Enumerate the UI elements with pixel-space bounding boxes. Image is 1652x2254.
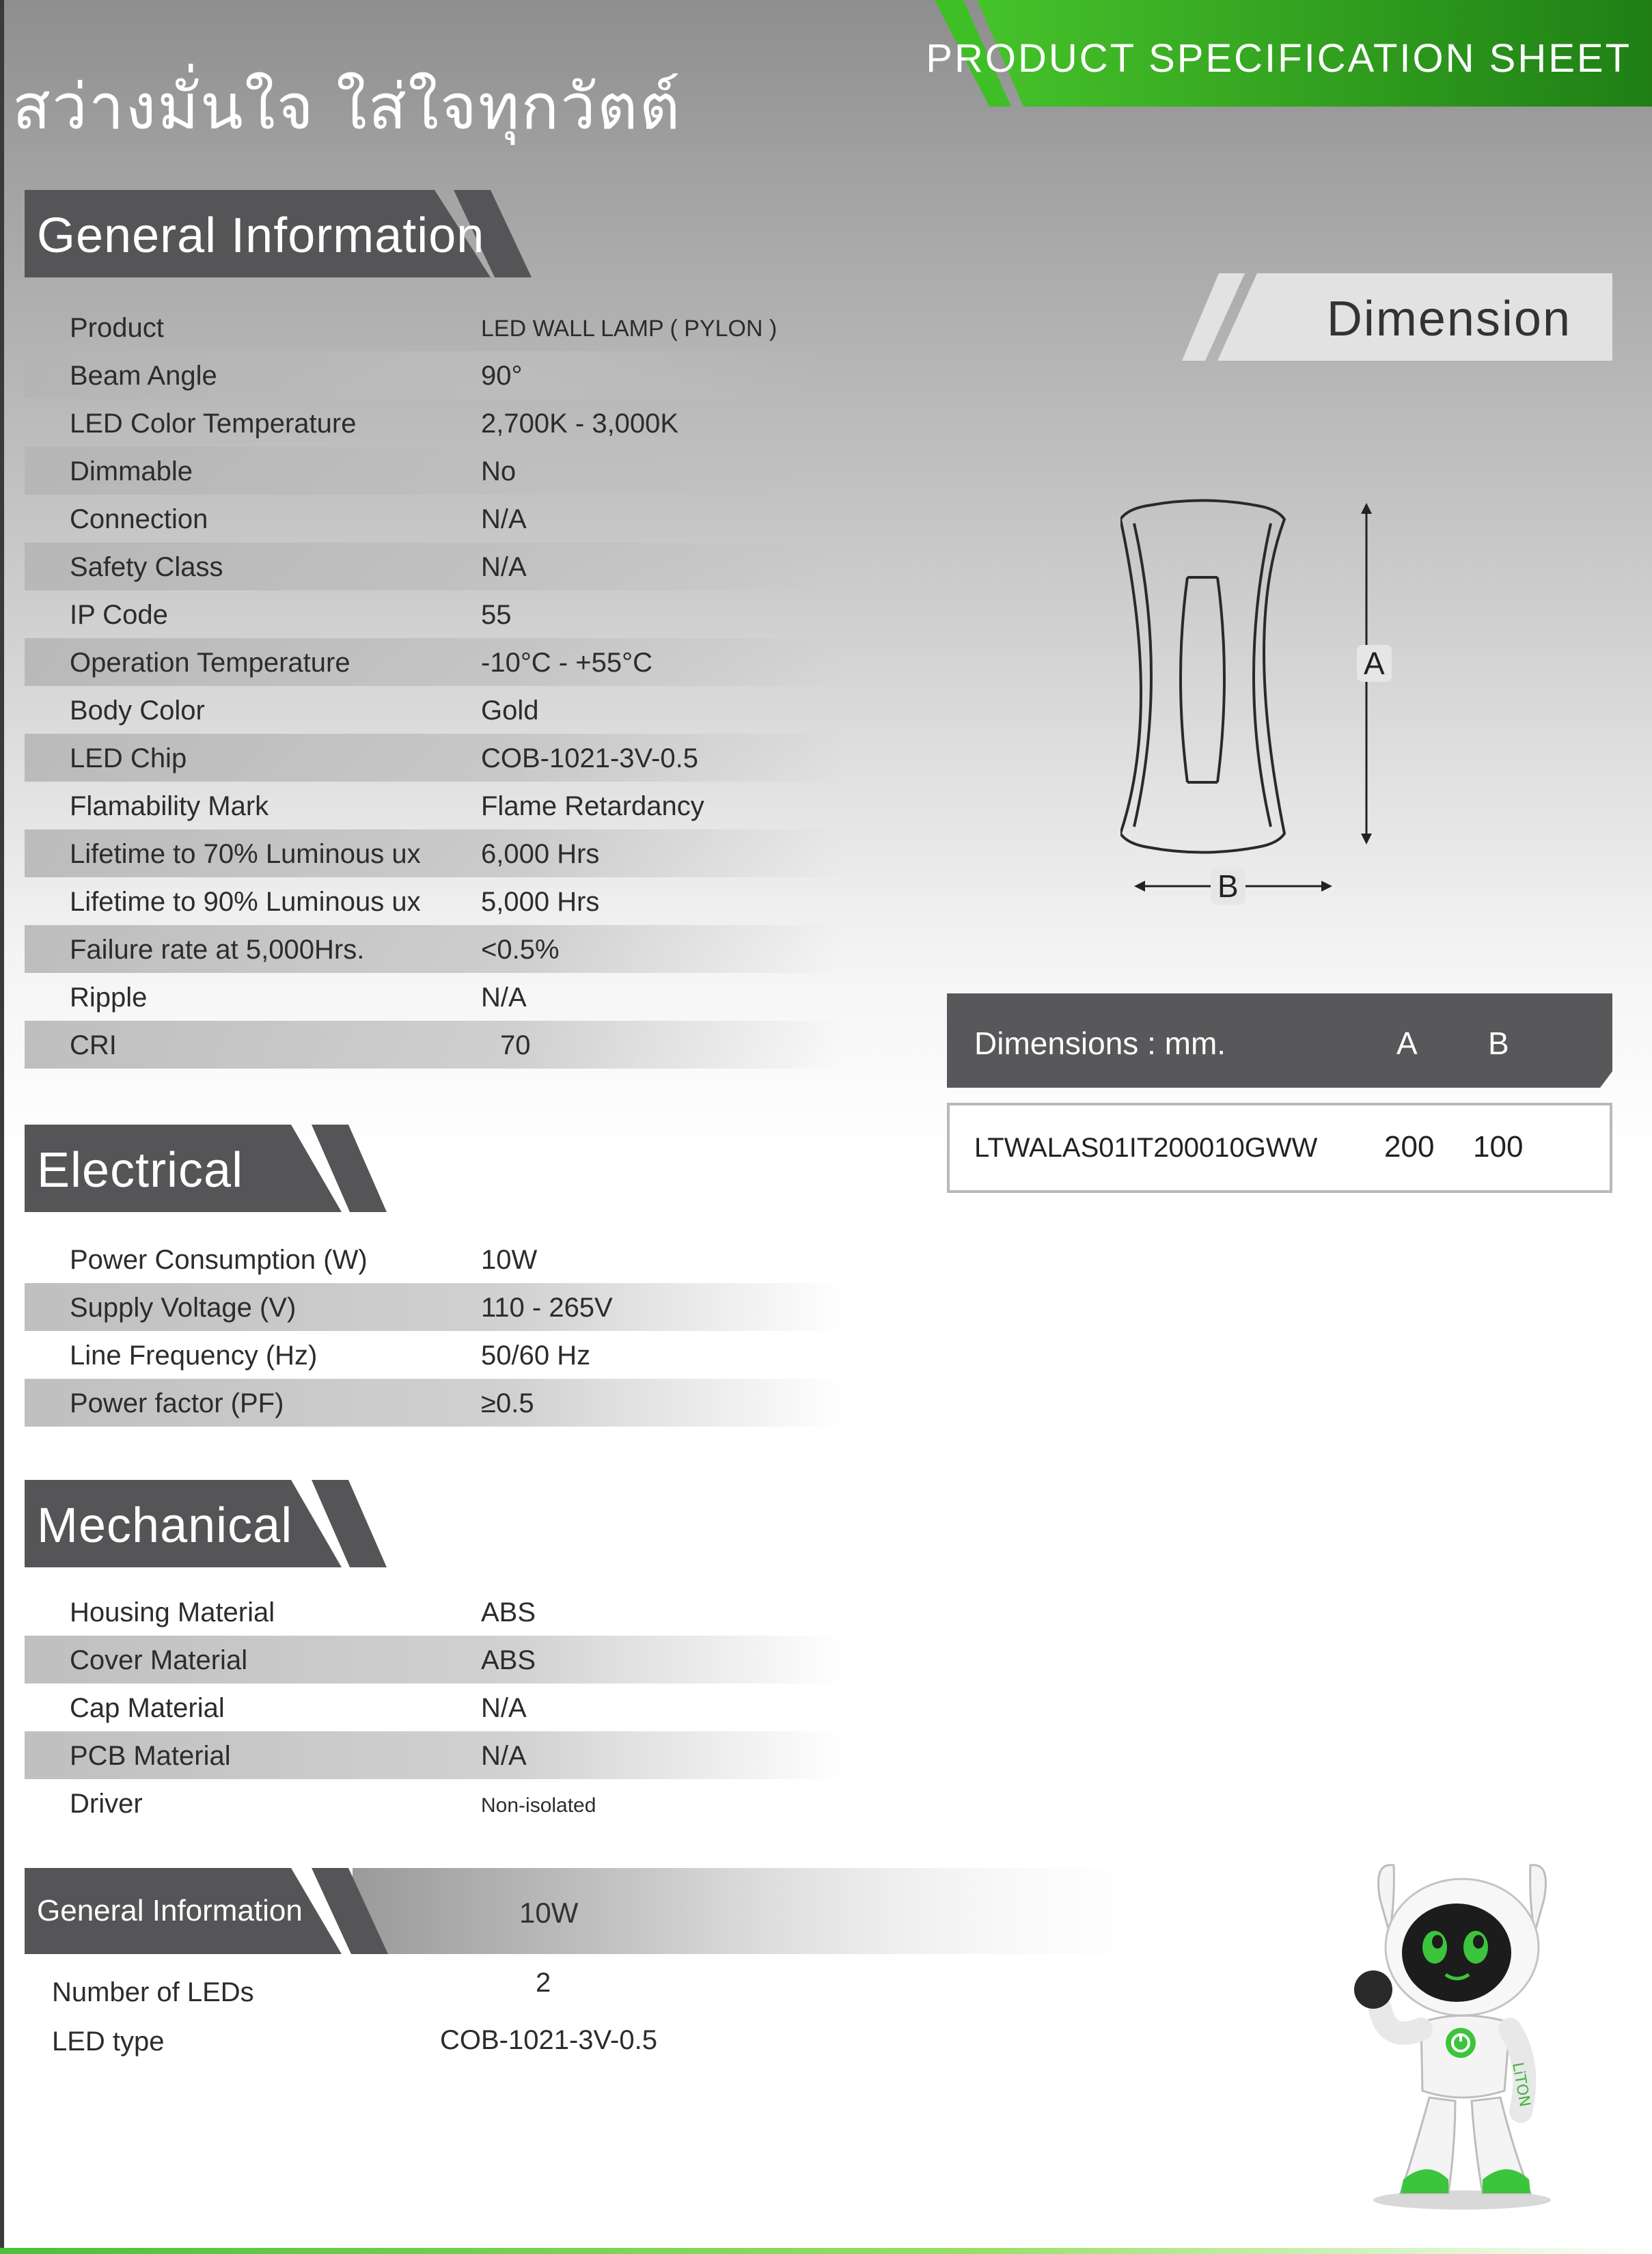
robot-mascot-illustration: [1346, 1858, 1578, 2214]
dimension-a-label: A: [1357, 645, 1392, 682]
spec-row: [25, 877, 844, 925]
general-info-title: General Information: [37, 208, 485, 263]
spec-value: N/A: [481, 982, 527, 1013]
general-info-table: [25, 303, 844, 1069]
spec-value: N/A: [481, 552, 527, 582]
wattage-value: 10W: [519, 1897, 579, 1929]
spec-label: Lifetime to 70% Luminous ux: [70, 839, 421, 869]
spec-row: [25, 734, 844, 782]
left-edge-bar: [0, 0, 4, 2254]
spec-label: Driver: [70, 1789, 143, 1819]
slogan: สว่างมั่นใจ ใส่ใจทุกวัตต์: [12, 70, 682, 143]
spec-row: [25, 590, 844, 638]
bottom-info-title: General Information: [37, 1894, 303, 1927]
spec-row: [25, 1779, 844, 1827]
spec-row: [25, 1283, 844, 1331]
spec-label: IP Code: [70, 600, 168, 630]
banner-title: PRODUCT SPECIFICATION SHEET: [926, 36, 1632, 81]
spec-row: [25, 1379, 844, 1427]
spec-label: Product: [70, 313, 164, 343]
spec-row: [25, 1731, 844, 1779]
title-banner: [914, 0, 1652, 107]
dimension-header: [1182, 273, 1612, 361]
spec-label: Dimmable: [70, 456, 193, 486]
spec-value: 10W: [481, 1245, 538, 1275]
spec-row: [25, 638, 844, 686]
spec-value: N/A: [481, 504, 527, 534]
spec-value: <0.5%: [481, 935, 560, 965]
spec-value: 5,000 Hrs: [481, 887, 600, 917]
spec-value: 110 - 265V: [481, 1293, 613, 1323]
spec-row: [25, 1021, 844, 1069]
spec-label: Supply Voltage (V): [70, 1293, 297, 1323]
electrical-title: Electrical: [37, 1143, 244, 1198]
spec-label: Beam Angle: [70, 361, 217, 391]
led-type-value: COB-1021-3V-0.5: [440, 2025, 657, 2055]
spec-value: Flame Retardancy: [481, 791, 704, 821]
spec-value: Gold: [481, 696, 539, 726]
dimension-col-a: A: [1396, 1026, 1418, 1061]
spec-row: [25, 495, 844, 542]
spec-value: N/A: [481, 1741, 527, 1771]
bottom-info-header: [25, 1868, 1200, 1954]
mechanical-table: [25, 1588, 844, 1827]
spec-row: [25, 447, 844, 495]
spec-value: COB-1021-3V-0.5: [481, 743, 698, 773]
spec-label: Cover Material: [70, 1645, 248, 1675]
spec-label: PCB Material: [70, 1741, 231, 1771]
spec-label: Power factor (PF): [70, 1388, 284, 1418]
spec-row: [25, 1683, 844, 1731]
spec-row: [25, 351, 844, 399]
spec-label: Lifetime to 90% Luminous ux: [70, 887, 421, 917]
spec-row: [25, 399, 844, 447]
spec-label: Cap Material: [70, 1693, 225, 1723]
dimension-a-value: 200: [1384, 1130, 1435, 1164]
spec-label: LED Color Temperature: [70, 409, 357, 439]
spec-label: Power Consumption (W): [70, 1245, 368, 1275]
spec-label: CRI: [70, 1030, 117, 1060]
spec-row: [25, 1235, 844, 1283]
spec-label: Body Color: [70, 696, 205, 726]
dimension-table-title: Dimensions : mm.: [974, 1026, 1226, 1061]
spec-value: 55: [481, 600, 512, 630]
leds-count-value: 2: [536, 1968, 551, 1998]
spec-value: 2,700K - 3,000K: [481, 409, 679, 439]
spec-label: Operation Temperature: [70, 648, 350, 678]
dimension-b-label: B: [1211, 868, 1245, 905]
model-code: LTWALAS01IT200010GWW: [974, 1133, 1318, 1163]
spec-row: [25, 1636, 844, 1683]
spec-row: [25, 829, 844, 877]
electrical-table: [25, 1235, 844, 1427]
led-type-label: LED type: [52, 2026, 165, 2057]
dimension-table-header: [947, 993, 1612, 1088]
spec-row: [25, 686, 844, 734]
brand-mark-text: LiTON: [1509, 2061, 1534, 2108]
spec-value: ABS: [481, 1645, 536, 1675]
bottom-accent-line: [0, 2248, 1652, 2254]
spec-label: Safety Class: [70, 552, 223, 582]
spec-row: [25, 973, 844, 1021]
spec-label: Flamability Mark: [70, 791, 269, 821]
dimension-table-row: [947, 1103, 1612, 1193]
spec-label: Ripple: [70, 982, 148, 1013]
spec-row: [25, 542, 844, 590]
general-info-header: [25, 190, 544, 277]
spec-value: No: [481, 456, 517, 486]
mechanical-title: Mechanical: [37, 1498, 293, 1553]
spec-value: ≥0.5: [481, 1388, 534, 1418]
spec-value: ABS: [481, 1597, 536, 1627]
lamp-outline-drawing: [1120, 492, 1353, 929]
leds-count-label: Number of LEDs: [52, 1977, 254, 2007]
dimension-title: Dimension: [1326, 292, 1571, 346]
spec-label: Failure rate at 5,000Hrs.: [70, 935, 365, 965]
spec-label: Connection: [70, 504, 208, 534]
electrical-header: [25, 1125, 407, 1212]
spec-row: [25, 1331, 844, 1379]
spec-row: [25, 782, 844, 829]
spec-label: LED Chip: [70, 743, 187, 773]
spec-value: LED WALL LAMP ( PYLON ): [481, 316, 777, 342]
spec-value: 50/60 Hz: [481, 1341, 591, 1371]
spec-value: N/A: [481, 1693, 527, 1723]
mechanical-header: [25, 1480, 407, 1567]
spec-value: 90°: [481, 361, 523, 391]
spec-label: Line Frequency (Hz): [70, 1341, 318, 1371]
spec-row: [25, 1588, 844, 1636]
spec-label: Housing Material: [70, 1597, 275, 1627]
spec-value: Non-isolated: [481, 1794, 596, 1817]
spec-value: 70: [500, 1030, 531, 1060]
spec-row: [25, 925, 844, 973]
spec-row: [25, 303, 844, 351]
dimension-col-b: B: [1488, 1026, 1509, 1061]
spec-value: -10°C - +55°C: [481, 648, 652, 678]
dimension-b-value: 100: [1473, 1130, 1524, 1164]
spec-value: 6,000 Hrs: [481, 839, 600, 869]
